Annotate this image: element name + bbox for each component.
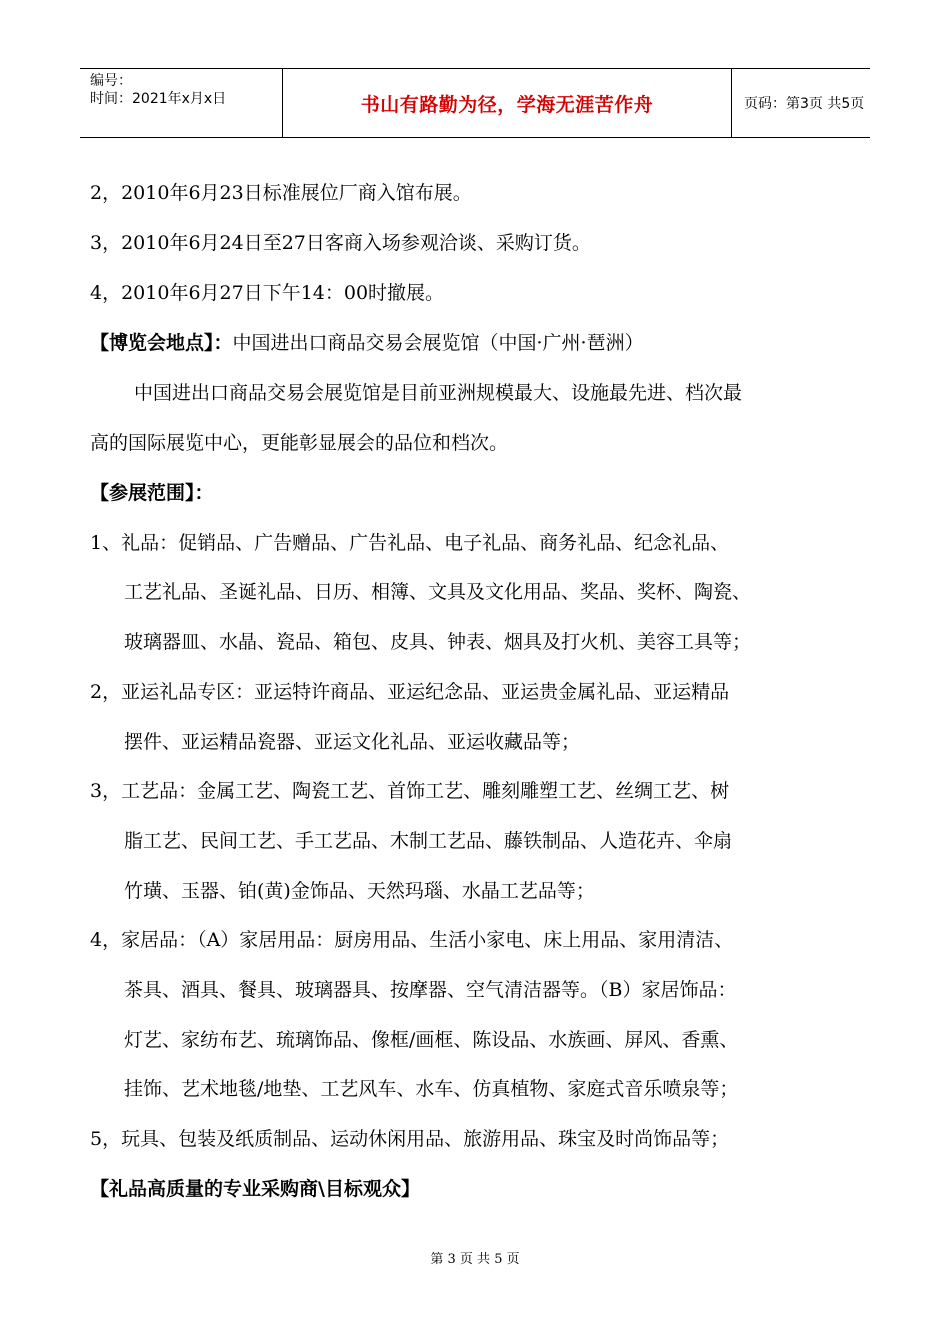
venue-line [90, 331, 644, 355]
scope-line: 玻璃器皿、水晶、瓷品、箱包、皮具、钟表、烟具及打火机、美容工具等； [124, 631, 752, 653]
schedule-line-3: 4，2010年6月27日下午14：00时撤展。 [90, 282, 445, 304]
scope-line: 灯艺、家纺布艺、琉璃饰品、像框/画框、陈设品、水族画、屏风、香熏、 [124, 1029, 739, 1051]
page-code: 页码：第3页 共5页 [744, 96, 865, 112]
scope-line: 挂饰、艺术地毯/地垫、工艺风车、水车、仿真植物、家庭式音乐喷泉等； [124, 1078, 739, 1100]
scope-heading: 【参展范围】： [90, 482, 214, 504]
venue-desc-line-2: 高的国际展览中心，更能彰显展会的品位和档次。 [90, 432, 509, 454]
buyers-heading: 【礼品高质量的专业采购商\目标观众】 [90, 1178, 420, 1200]
scope-line: 1、礼品：促销品、广告赠品、广告礼品、电子礼品、商务礼品、纪念礼品、 [90, 532, 730, 554]
scope-line: 3，工艺品：金属工艺、陶瓷工艺、首饰工艺、雕刻雕塑工艺、丝绸工艺、树 [90, 780, 730, 802]
header-page-code-cell [732, 69, 870, 137]
venue-text: 中国进出口商品交易会展览馆（中国·广州·琶洲） [232, 332, 644, 354]
motto: 书山有路勤为径，学海无涯苦作舟 [360, 93, 654, 116]
scope-line: 2，亚运礼品专区：亚运特许商品、亚运纪念品、亚运贵金属礼品、亚运精品 [90, 681, 730, 703]
venue-label: 【博览会地点】： [90, 332, 233, 354]
scope-line: 竹璜、玉器、铂(黄)金饰品、天然玛瑙、水晶工艺品等； [124, 880, 595, 902]
scope-line: 茶具、酒具、餐具、玻璃器具、按摩器、空气清洁器等。（B）家居饰品： [124, 979, 737, 1001]
venue-desc-line-1: 中国进出口商品交易会展览馆是目前亚洲规模最大、设施最先进、档次最 [134, 382, 743, 404]
time-label: 时间：2021年x月x日 [90, 91, 227, 107]
scope-line: 5，玩具、包装及纸质制品、运动休闲用品、旅游用品、珠宝及时尚饰品等； [90, 1128, 730, 1150]
scope-line: 脂工艺、民间工艺、手工艺品、木制工艺品、藤铁制品、人造花卉、伞扇 [124, 830, 733, 852]
header-motto-cell [282, 69, 732, 137]
page-footer: 第 3 页 共 5 页 [430, 1252, 520, 1267]
page-header [80, 68, 870, 138]
header-meta [80, 69, 282, 137]
serial-label: 编号： [90, 73, 132, 89]
schedule-line-2: 3，2010年6月24日至27日客商入场参观洽谈、采购订货。 [90, 232, 591, 254]
scope-line: 4，家居品：（A）家居用品：厨房用品、生活小家电、床上用品、家用清洁、 [90, 929, 734, 951]
scope-line: 工艺礼品、圣诞礼品、日历、相簿、文具及文化用品、奖品、奖杯、陶瓷、 [124, 581, 752, 603]
scope-line: 摆件、亚运精品瓷器、亚运文化礼品、亚运收藏品等； [124, 731, 581, 753]
schedule-line-1: 2，2010年6月23日标准展位厂商入馆布展。 [90, 182, 472, 204]
